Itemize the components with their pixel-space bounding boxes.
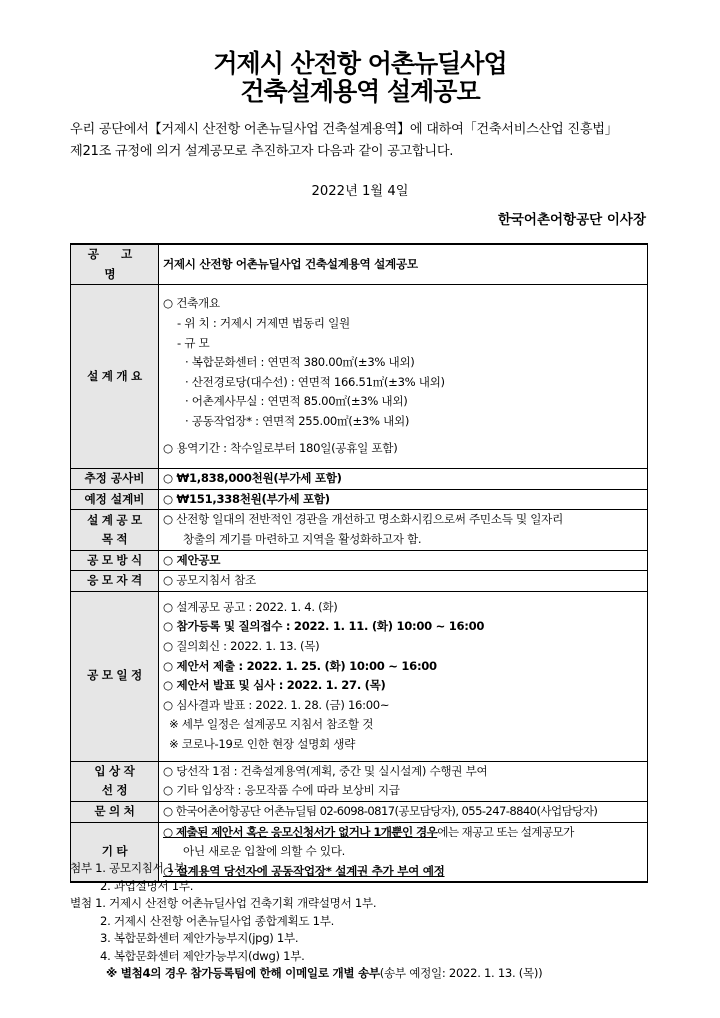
other-line-1-emphasis: ○ 제출된 제안서 혹은 응모신청서가 없거나 1개뿐인 경우	[163, 824, 438, 839]
row-overview	[71, 285, 648, 469]
overview-line: - 위 치 : 거제시 거제면 법동리 일원	[177, 315, 350, 330]
label-notice-name: 공 고 명	[71, 244, 159, 285]
label-method: 공 모 방 식	[71, 550, 159, 571]
overview-line: · 공동작업장* : 연면적 255.00㎡(±3% 내외)	[185, 413, 410, 428]
schedule-note: ※ 세부 일정은 설계공모 지침서 참조할 것	[169, 717, 374, 732]
label-overview: 설 계 개 요	[71, 285, 159, 469]
awards-line-2: ○ 기타 입상작 : 응모작품 수에 따라 보상비 지급	[163, 783, 400, 798]
overview-line: ○ 건축개요	[163, 296, 220, 311]
label-awards-1: 입 상 작	[94, 764, 135, 779]
other-line-2: 아닌 새로운 입찰에 의할 수 있다.	[183, 844, 346, 859]
label-contact: 문 의 처	[71, 801, 159, 822]
signatory: 한국어촌어항공단 이사장	[497, 212, 646, 228]
overview-line: - 규 모	[177, 335, 210, 350]
value-awards	[159, 761, 648, 801]
label-est-design: 예정 설계비	[71, 489, 159, 510]
other-line-3: ○ 설계용역 당선자에 공동작업장* 설계권 추가 부여 예정	[163, 863, 445, 878]
schedule-note: ※ 코로나-19로 인한 현장 설명회 생략	[169, 737, 356, 752]
enclosure-note-emphasis: ※ 별첨4의 경우 참가등록팀에 한해 이메일로 개별 송부	[106, 966, 380, 980]
overview-line: ○ 용역기간 : 착수일로부터 180일(공휴일 포함)	[163, 441, 398, 456]
schedule-item: ○ 제안서 발표 및 심사 : 2022. 1. 27. (목)	[163, 678, 386, 693]
row-contact	[71, 801, 648, 822]
awards-line-1: ○ 당선작 1점 : 건축설계용역(계획, 중간 및 실시설계) 수행권 부여	[163, 763, 488, 778]
value-overview	[159, 285, 648, 469]
value-contact: ○ 한국어촌어항공단 어촌뉴딜팀 02-6098-0817(공모담당자), 055-247-8840(사업담당자)	[159, 801, 648, 822]
enclosure-note	[70, 965, 542, 983]
notice-table	[70, 243, 648, 883]
other-line-1	[163, 823, 643, 843]
row-awards	[71, 761, 648, 801]
intro-line-2: 제21조 규정에 의거 설계공모로 추진하고자 다음과 같이 공고합니다.	[70, 144, 454, 159]
enclosure-item: 2. 거제시 산전항 어촌뉴딜사업 종합계획도 1부.	[100, 913, 335, 928]
label-est-cost: 추정 공사비	[71, 469, 159, 490]
intro-line-1: 우리 공단에서【거제시 산전항 어촌뉴딜사업 건축설계용역】에 대하여「건축서비스산업 진흥법」	[70, 122, 618, 137]
attachment-item: 2. 과업설명서 1부.	[100, 878, 194, 893]
value-eligibility: ○ 공모지침서 참조	[159, 571, 648, 592]
schedule-item: ○ 질의회신 : 2022. 1. 13. (목)	[163, 639, 320, 654]
overview-spacer	[163, 431, 643, 439]
value-notice-name: 거제시 산전항 어촌뉴딜사업 건축설계용역 설계공모	[159, 244, 648, 285]
row-est-design	[71, 489, 648, 510]
other-line-1-rest: 에는 재공고 또는 설계공모가	[437, 824, 574, 839]
schedule-item: ○ 설계공모 공고 : 2022. 1. 4. (화)	[163, 599, 338, 614]
title-line-1: 거제시 산전항 어촌뉴딜사업	[213, 49, 507, 78]
row-eligibility	[71, 571, 648, 592]
schedule-item: ○ 참가등록 및 질의접수 : 2022. 1. 11. (화) 10:00 ~ 16:00	[163, 619, 485, 634]
value-method: ○ 제안공모	[159, 550, 648, 571]
label-purpose-1: 설 계 공 모	[87, 512, 142, 527]
title-line-2: 건축설계용역 설계공모	[240, 77, 480, 106]
enclosure-item: 3. 복합문화센터 제안가능부지(jpg) 1부.	[100, 931, 299, 945]
label-purpose	[71, 510, 159, 550]
row-notice-name	[71, 244, 648, 285]
row-schedule	[71, 591, 648, 761]
value-purpose	[159, 510, 648, 550]
row-method	[71, 550, 648, 571]
label-other: 기 타	[71, 822, 159, 882]
enclosure-note-rest: (송부 예정일: 2022. 1. 13. (목))	[379, 966, 543, 980]
enclosure-item: 별첨 1. 거제시 산전항 어촌뉴딜사업 건축기획 개략설명서 1부.	[70, 896, 377, 910]
row-purpose	[71, 510, 648, 550]
attachment-item: 첨부 1. 공모지침서 1부.	[70, 861, 189, 875]
value-est-design: ○ ₩151,338천원(부가세 포함)	[159, 489, 648, 510]
overview-line: · 어촌계사무실 : 연면적 85.00㎡(±3% 내외)	[185, 394, 408, 409]
purpose-line-2: 창출의 계기를 마련하고 지역을 활성화하고자 함.	[183, 531, 422, 546]
overview-line: · 산전경로당(대수선) : 연면적 166.51㎡(±3% 내외)	[185, 374, 445, 389]
label-awards-2: 선 정	[101, 783, 128, 798]
attachments	[70, 860, 542, 983]
schedule-item: ○ 제안서 제출 : 2022. 1. 25. (화) 10:00 ~ 16:00	[163, 658, 437, 673]
label-eligibility: 응 모 자 격	[71, 571, 159, 592]
label-schedule: 공 모 일 정	[71, 591, 159, 761]
purpose-line-1: ○ 산전항 일대의 전반적인 경관을 개선하고 명소화시킴으로써 주민소득 및 일자리	[163, 512, 563, 527]
value-est-cost: ○ ₩1,838,000천원(부가세 포함)	[159, 469, 648, 490]
enclosure-item: 4. 복합문화센터 제안가능부지(dwg) 1부.	[100, 948, 305, 963]
label-purpose-2: 목 적	[101, 531, 128, 546]
overview-line: · 복합문화센터 : 연면적 380.00㎡(±3% 내외)	[185, 355, 415, 370]
row-est-cost	[71, 469, 648, 490]
value-schedule	[159, 591, 648, 761]
label-awards	[71, 761, 159, 801]
notice-date: 2022년 1월 4일	[311, 184, 409, 199]
schedule-item: ○ 심사결과 발표 : 2022. 1. 28. (금) 16:00~	[163, 697, 390, 712]
